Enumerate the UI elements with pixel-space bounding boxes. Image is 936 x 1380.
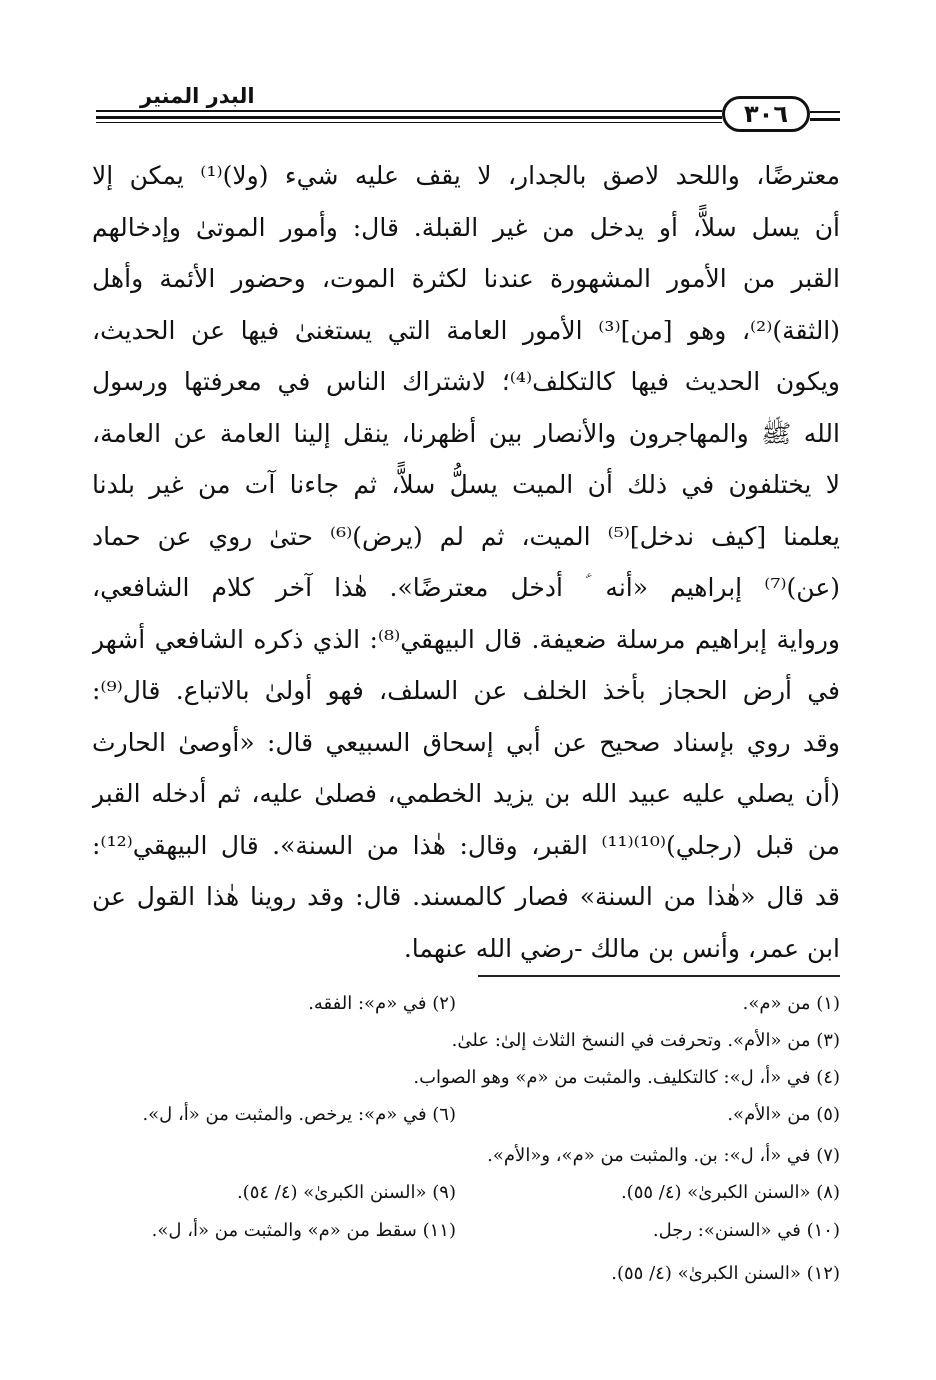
text-line: معترضًا، واللحد لاصق بالجدار، لا يقف عليه شيء (ولا)⁽¹⁾ يمكن إلا [92, 161, 840, 190]
page-number: ٣٠٦ [722, 96, 810, 132]
footnote-row [92, 1099, 840, 1131]
text-line: (أن يصلي عليه عبيد الله بن يزيد الخطمي، فصلىٰ عليه، ثم أدخله القبر [92, 779, 840, 808]
footnote-row [92, 1215, 840, 1247]
text-line: قد قال «هٰذا من السنة» فصار كالمسند. قال: وقد روينا هٰذا القول عن [92, 882, 840, 911]
text-line: ورواية إبراهيم مرسلة ضعيفة. قال البيهقي⁽⁸⁾: الذي ذكره الشافعي أشهر [92, 624, 840, 654]
footnote: (١٢) «السنن الكبرىٰ» (٤/ ٥٥). [611, 1263, 840, 1284]
footnote: (٦) في «م»: يرخص. والمثبت من «أ، ل». [142, 1104, 456, 1125]
text-line: أن يسل سلاًّ، أو يدخل من غير القبلة. قال: وأمور الموتىٰ وإدخالهم [92, 212, 840, 242]
footnote: (١١) سقط من «م» والمثبت من «أ، ل». [151, 1220, 456, 1241]
footnote: (٨) «السنن الكبرىٰ» (٤/ ٥٥). [620, 1182, 840, 1203]
body-text [92, 150, 840, 974]
footnote-row [92, 1025, 840, 1057]
footnote-row [92, 1258, 840, 1290]
footnote-row [92, 1177, 840, 1209]
text-line: الله ﷺ والمهاجرون والأنصار بين أظهرنا، ينقل إلينا العامة عن العامة، [92, 418, 840, 448]
text-line: (عن)⁽⁷⁾ إبراهيم «أنه ؑ أدخل معترضًا». هٰذا آخر كلام الشافعي، [92, 573, 840, 602]
footnote: (٧) في «أ، ل»: بن. والمثبت من «م»، و«الأم». [487, 1145, 840, 1166]
text-line: وقد روي بإسناد صحيح عن أبي إسحاق السبيعي قال: «أوصىٰ الحارث [92, 727, 840, 757]
text-line: القبر من الأمور المشهورة عندنا لكثرة الموت، وحضور الأئمة وأهل [92, 264, 840, 293]
footnote: (٥) من «الأم». [727, 1104, 840, 1125]
footnote: (١) من «م». [742, 993, 840, 1014]
header-rule [96, 110, 722, 112]
header-rule-tail [810, 118, 840, 121]
text-line: (الثقة)⁽²⁾، وهو [من]⁽³⁾ الأمور العامة التي يستغنىٰ فيها عن الحديث، [92, 315, 840, 345]
running-header-title: البدر المنير [140, 84, 255, 108]
footnote-row [92, 1140, 840, 1172]
footnote-separator [478, 975, 840, 977]
footnote: (١٠) في «السنن»: رجل. [652, 1220, 840, 1241]
text-line: لا يختلفون في ذلك أن الميت يسلُّ سلاًّ، ثم جاءنا آت من غير بلدنا [92, 470, 840, 499]
footnote-row [92, 988, 840, 1020]
footnote: (٣) من «الأم». وتحرفت في النسخ الثلاث إلىٰ: علىٰ. [451, 1030, 840, 1051]
text-line: في أرض الحجاز بأخذ الخلف عن السلف، فهو أولىٰ بالاتباع. قال⁽⁹⁾: [92, 676, 840, 705]
header-rule [96, 122, 722, 123]
text-line: يعلمنا [كيف ندخل]⁽⁵⁾ الميت، ثم لم (يرض)⁽⁶⁾ حتىٰ روي عن حماد [92, 521, 840, 551]
text-line: من قبل (رجلي)⁽¹⁰⁾⁽¹¹⁾ القبر، وقال: هٰذا من السنة». قال البيهقي⁽¹²⁾: [92, 830, 840, 860]
footnote: (٩) «السنن الكبرىٰ» (٤/ ٥٤). [236, 1182, 456, 1203]
footnote: (٢) في «م»: الفقه. [308, 993, 456, 1014]
header-rule [96, 116, 722, 119]
header-rule-tail [810, 111, 840, 113]
footnote: (٤) في «أ، ل»: كالتكليف. والمثبت من «م» وهو الصواب. [413, 1067, 840, 1088]
footnote-row [92, 1062, 840, 1094]
text-line: ابن عمر، وأنس بن مالك -رضي الله عنهما. [403, 933, 840, 963]
text-line: ويكون الحديث فيها كالتكلف⁽⁴⁾؛ لاشتراك الناس في معرفتها ورسول [92, 367, 840, 396]
